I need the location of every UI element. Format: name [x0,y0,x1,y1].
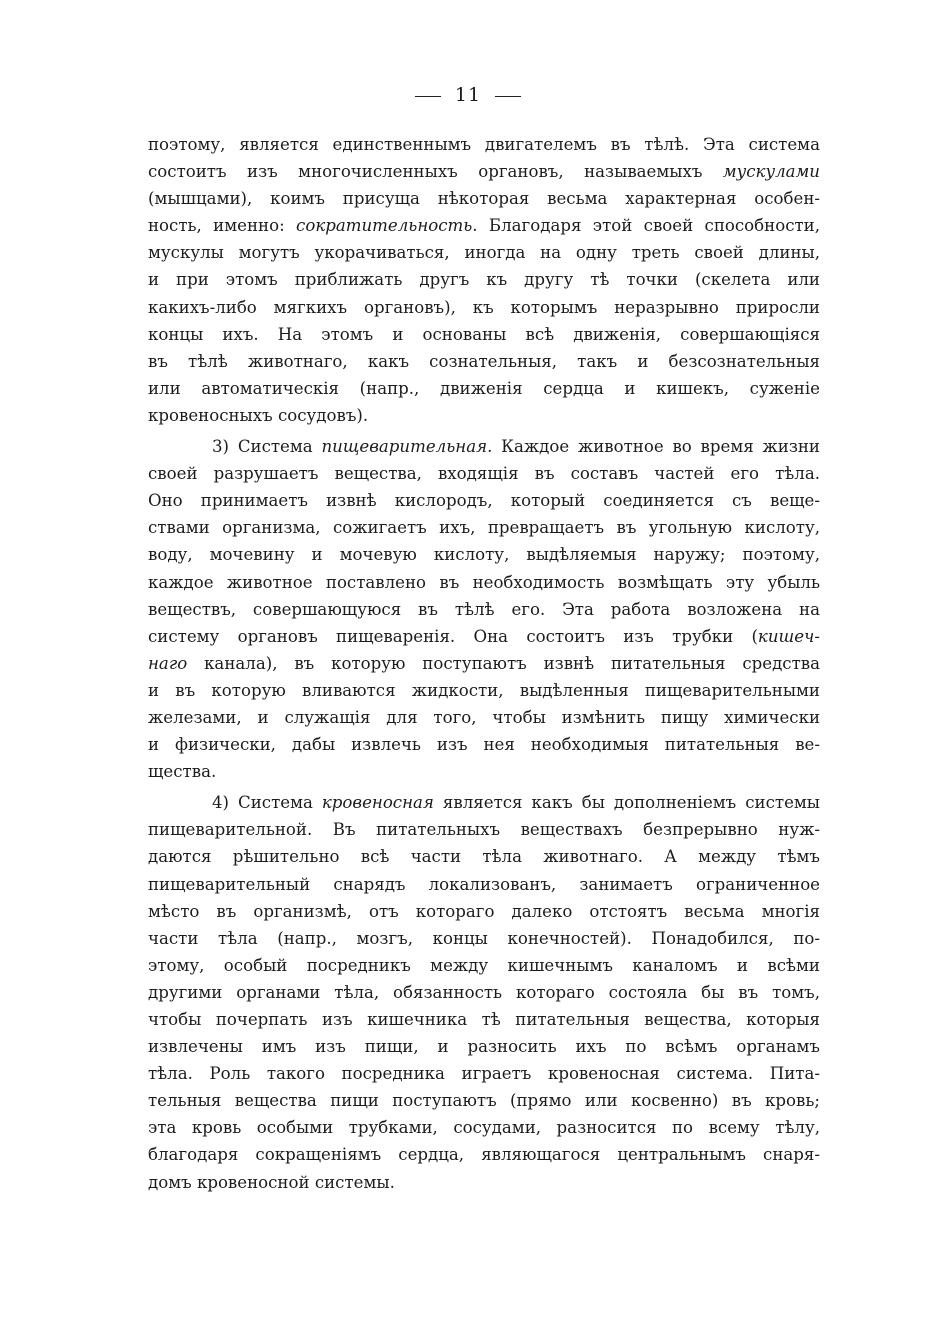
line-text: пищеварительной. Въ питательныхъ веществахъ безпрерывно нуж- [148,820,820,840]
text-line [148,433,820,460]
line-text: веществъ, совершающуюся въ тѣлѣ его. Эта работа возложена на [148,599,820,619]
line-text: чтобы почерпать изъ кишечника тѣ питательныя вещества, которыя [148,1010,820,1029]
dash-left [415,96,441,97]
line-text: систему органовъ пищеваренія. Она состоитъ изъ трубки ( [148,626,758,646]
text-line [148,677,820,704]
line-text-after: Каждое животное во время жизни [492,437,820,457]
line-text: щества. [148,762,217,782]
line-text: кровеносныхъ сосудовъ). [148,405,369,425]
italic-term: кишеч- [757,626,820,646]
text-line [148,541,820,568]
text-line [148,623,820,650]
line-text: домъ кровеносной системы. [148,1172,395,1192]
text-line [148,952,820,979]
text-line [148,158,820,185]
text-line [148,460,820,487]
line-text: тѣла. Роль такого посредника играетъ кровеносная система. Пита- [148,1064,820,1084]
text-line [148,758,820,785]
line-text: даются рѣшительно всѣ части тѣла животнаго. А между тѣмъ [148,847,820,867]
line-text: 3) Система [212,437,322,457]
text-line [148,1141,820,1168]
line-text: или автоматическія (напр., движенія сердца и кишекъ, суженіе [148,378,820,398]
text-line [148,1006,820,1033]
line-text: Оно принимаетъ извнѣ кислородъ, который соединяется съ веще- [148,491,820,511]
line-text: и въ которую вливаются жидкости, выдѣленныя пищеварительными [148,680,820,700]
text-line [148,1087,820,1114]
text-line [148,871,820,898]
text-line [148,185,820,212]
text-line [148,1114,820,1141]
text-line [148,596,820,623]
page-number-value: 11 [454,84,482,106]
text-line [148,925,820,952]
text-line [148,131,820,158]
line-text: своей разрушаетъ вещества, входящія въ составъ частей его тѣла. [148,464,820,484]
text-line [148,704,820,731]
line-text: тельныя вещества пищи поступаютъ (прямо или косвенно) въ кровь; [148,1091,820,1111]
line-text: какихъ-либо мягкихъ органовъ), къ которымъ неразрывно приросли [148,297,820,317]
text-line [148,514,820,541]
text-line [148,321,820,348]
line-text: каждое животное поставлено въ необходимость возмѣщать эту убыль [148,572,820,592]
italic-term: пищеварительная. [321,437,493,457]
line-text: и физически, дабы извлечь изъ нея необходимыя питательныя ве- [148,735,820,755]
page-number [0,84,936,106]
text-line [148,212,820,239]
line-text: железами, и служащія для того, чтобы измѣнить пищу химически [148,707,820,727]
text-line [148,569,820,596]
line-text: эта кровь особыми трубками, сосудами, разносится по всему тѣлу, [148,1118,820,1138]
line-text: состоитъ изъ многочисленныхъ органовъ, называемыхъ [148,162,723,182]
line-text: извлечены имъ изъ пищи, и разносить ихъ по всѣмъ органамъ [148,1037,820,1057]
text-line [148,1033,820,1060]
line-text: части тѣла (напр., мозгъ, концы конечностей). Понадобился, по- [148,928,820,948]
text-line [148,650,820,677]
line-text: благодаря сокращеніямъ сердца, являющагося центральнымъ снаря- [148,1145,820,1165]
text-line [148,348,820,375]
line-text-after: канала), въ которую поступаютъ извнѣ питательныя средства [187,653,820,673]
text-line [148,731,820,758]
line-text: поэтому, является единственнымъ двигателемъ въ тѣлѣ. Эта система [148,135,820,154]
text-line [148,266,820,293]
text-line [148,898,820,925]
line-text: концы ихъ. На этомъ и основаны всѣ движенія, совершающіяся [148,324,820,344]
line-text-after: является какъ бы дополненіемъ системы [433,793,820,813]
italic-term: наго [148,653,188,673]
text-line [148,239,820,266]
text-line [148,1169,820,1196]
text-line [148,402,820,429]
text-line [148,843,820,870]
text-line [148,789,820,816]
line-text: ность, именно: [148,216,297,236]
line-text: другими органами тѣла, обязанность котораго состояла бы въ томъ, [148,982,820,1002]
line-text: и при этомъ приближать другъ къ другу тѣ точки (скелета или [148,270,820,290]
line-text: этому, особый посредникъ между кишечнымъ каналомъ и всѣми [148,955,820,975]
italic-term: мускулами [722,162,820,182]
line-text: ствами организма, сожигаетъ ихъ, превращаетъ въ угольную кислоту, [148,518,820,538]
text-line [148,487,820,514]
italic-term: сократительность. [296,216,478,236]
text-line [148,294,820,321]
line-text: (мышцами), коимъ присуща нѣкоторая весьма характерная особен- [148,189,820,209]
line-text: воду, мочевину и мочевую кислоту, выдѣляемыя наружу; поэтому, [148,545,820,565]
text-line [148,1060,820,1087]
italic-term: кровеносная [321,793,434,813]
line-text: мѣсто въ организмѣ, отъ котораго далеко отстоятъ весьма многія [148,901,820,921]
body-text [148,131,820,1196]
line-text-after: Благодаря этой своей способности, [477,216,820,236]
line-text: мускулы могутъ укорачиваться, иногда на одну треть своей длины, [148,243,820,263]
line-text: 4) Система [212,793,322,813]
line-text: пищеварительный снарядъ локализованъ, занимаетъ ограниченное [148,874,820,894]
text-line [148,979,820,1006]
text-line [148,816,820,843]
text-line [148,375,820,402]
dash-right [495,96,521,97]
line-text: въ тѣлѣ животнаго, какъ сознательныя, такъ и безсознательныя [148,351,820,371]
